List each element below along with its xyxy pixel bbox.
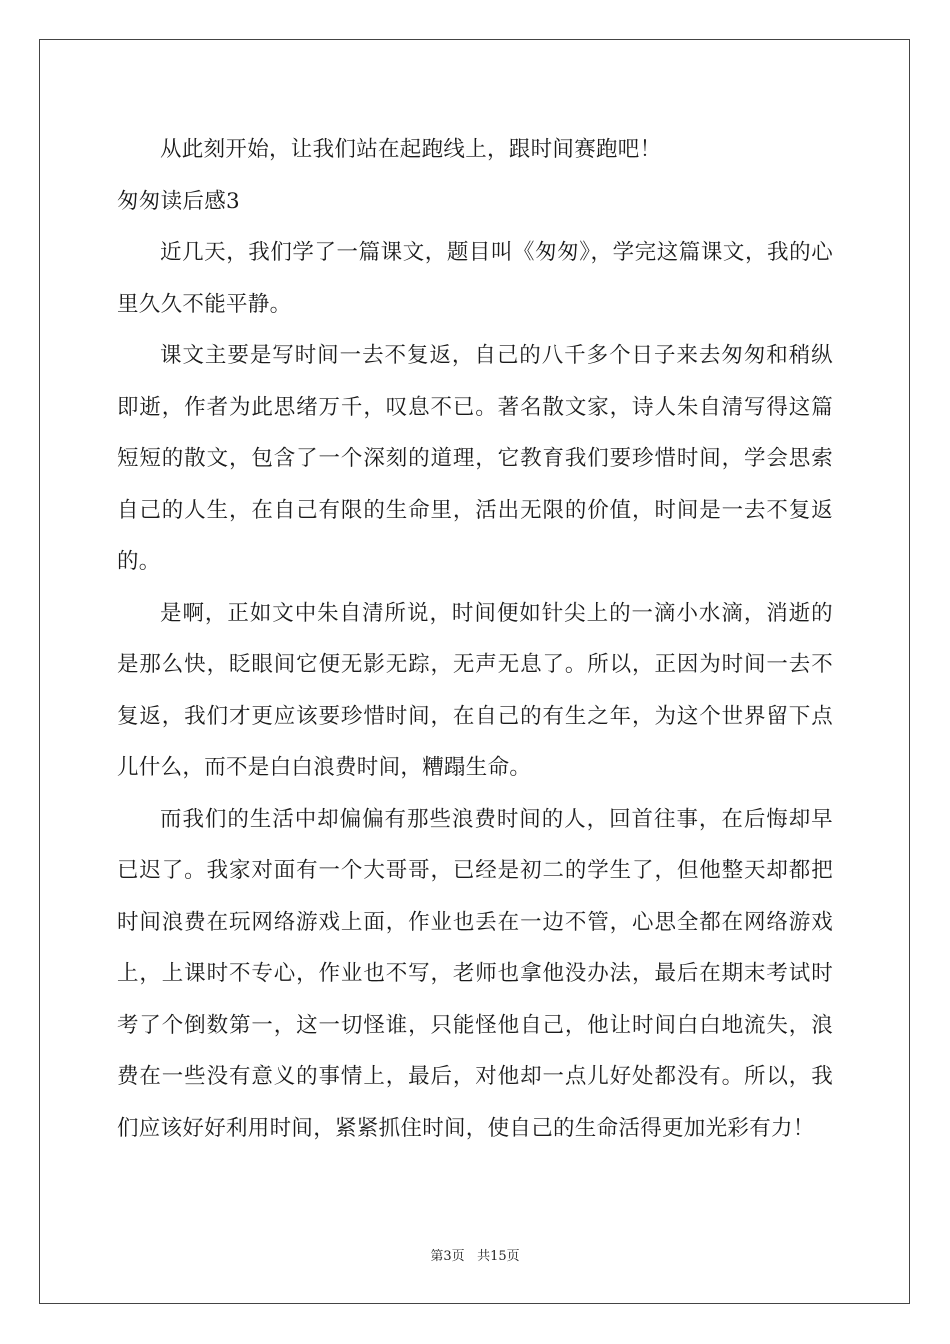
- paragraph-1: 近几天，我们学了一篇课文，题目叫《匆匆》，学完这篇课文，我的心里久久不能平静。: [117, 240, 833, 317]
- document-body: [117, 124, 833, 1154]
- paragraph-4: 而我们的生活中却偏偏有那些浪费时间的人，回首往事，在后悔却早已迟了。我家对面有一个大哥哥，已经是初二的学生了，但他整天却都把时间浪费在玩网络游戏上面，作业也丢在一边不管，心思全都在网络游戏上，上课时不专心，作业也不写，老师也拿他没办法，最后在期末考试时考了个倒数第一，这一切怪谁，只能怪他自己，他让时间白白地流失，浪费在一些没有意义的事情上，最后，对他却一点儿好处都没有。所以，我们应该好好利用时间，紧紧抓住时间，使自己的生命活得更加光彩有力！: [117, 806, 833, 1141]
- footer-spacer: [465, 1249, 477, 1264]
- page-number: 第3页: [430, 1249, 465, 1264]
- paragraph-3: 是啊，正如文中朱自清所说，时间便如针尖上的一滴小水滴，消逝的是那么快，眨眼间它便无影无踪，无声无息了。所以，正因为时间一去不复返，我们才更应该要珍惜时间，在自己的有生之年，为这个世界留下点儿什么，而不是白白浪费时间，糟蹋生命。: [117, 600, 833, 780]
- page-total: 共15页: [477, 1249, 520, 1264]
- paragraph-2: 课文主要是写时间一去不复返，自己的八千多个日子来去匆匆和稍纵即逝，作者为此思绪万千，叹息不已。著名散文家，诗人朱自清写得这篇短短的散文，包含了一个深刻的道理，它教育我们要珍惜时间，学会思索自己的人生，在自己有限的生命里，活出无限的价值，时间是一去不复返的。: [117, 343, 833, 574]
- page-footer: [0, 1248, 950, 1266]
- paragraph-intro: 从此刻开始，让我们站在起跑线上，跟时间赛跑吧！: [160, 137, 662, 162]
- section-heading: 匆匆读后感3: [117, 188, 240, 214]
